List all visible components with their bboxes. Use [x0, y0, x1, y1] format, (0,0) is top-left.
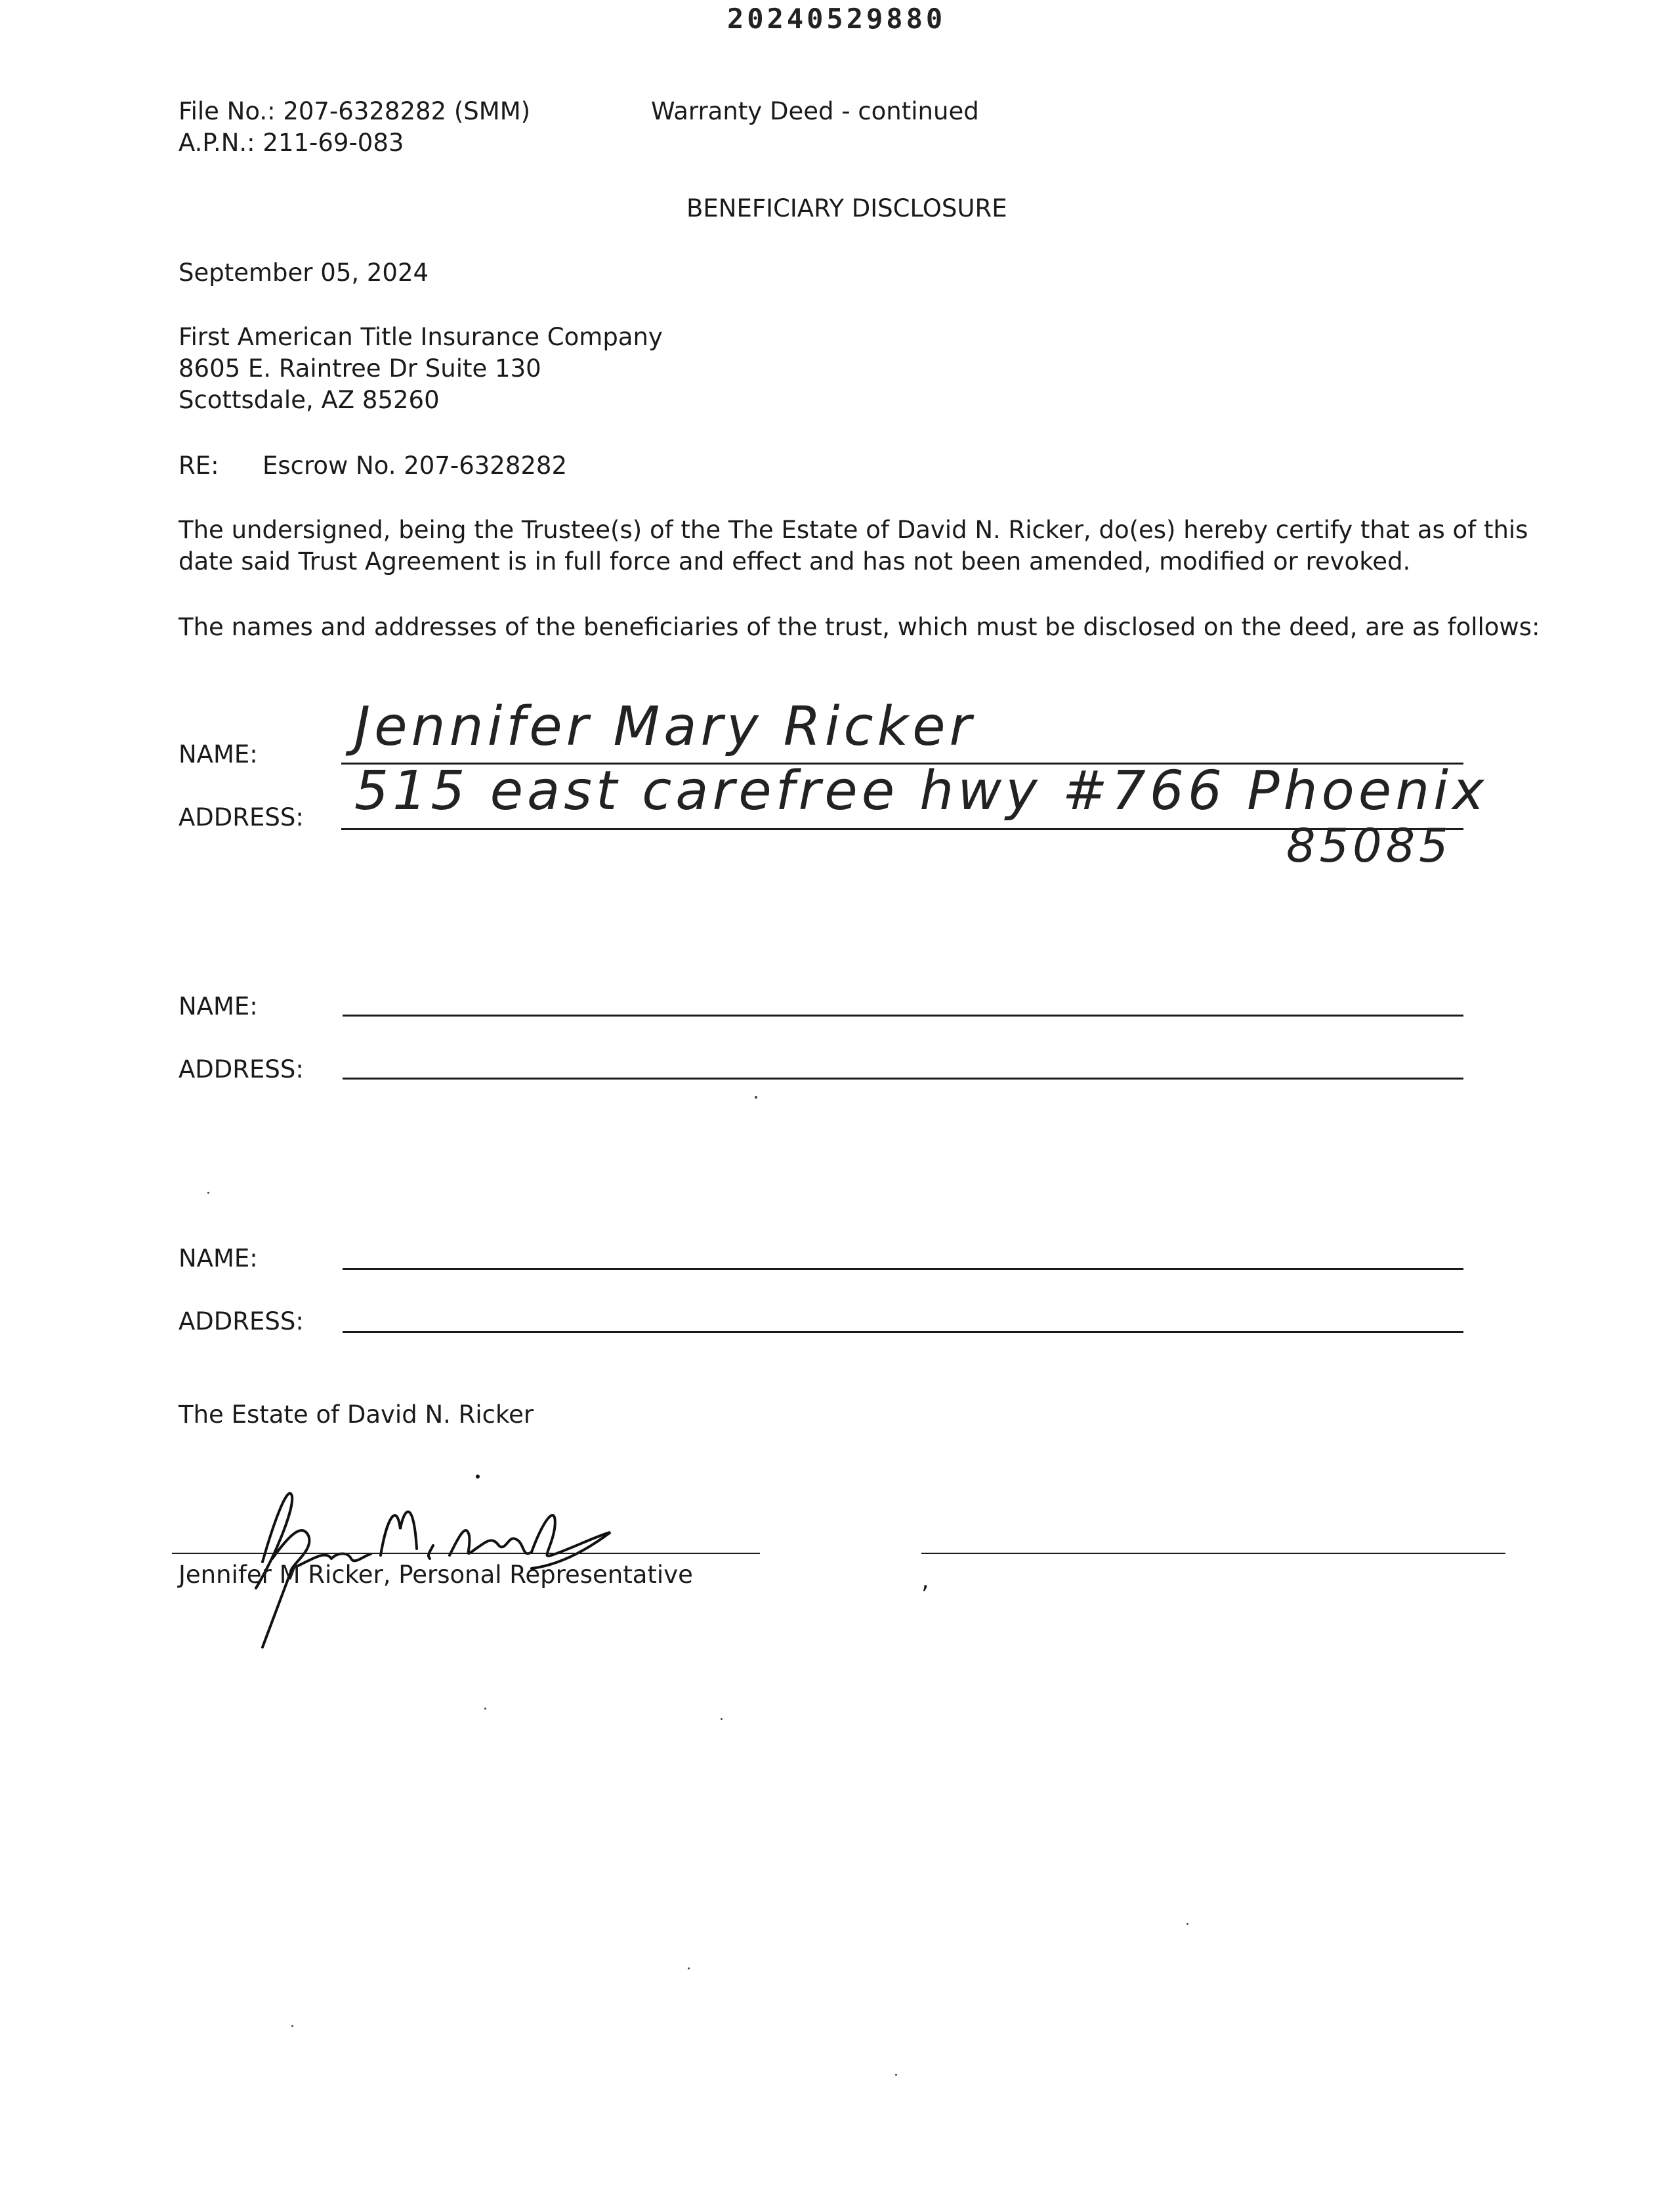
scan-speck: [895, 2074, 897, 2076]
beneficiary-2-address-label: ADDRESS:: [178, 1055, 304, 1083]
recording-number: 20240529880: [727, 3, 946, 35]
beneficiary-1-name-label: NAME:: [178, 740, 258, 768]
apn-number: A.P.N.: 211-69-083: [178, 129, 404, 157]
handwritten-signature: [217, 1437, 715, 1660]
certification-paragraph-line1: The undersigned, being the Trustee(s) of the The Estate of David N. Ricker, do(es) hereby certify that as of this: [178, 516, 1528, 544]
scan-speck: [688, 1967, 690, 1969]
estate-name: The Estate of David N. Ricker: [178, 1400, 534, 1429]
signature-line-primary: [172, 1553, 760, 1554]
document-date: September 05, 2024: [178, 259, 429, 287]
scan-speck: [484, 1708, 486, 1710]
beneficiary-2-address-line: [343, 1078, 1463, 1080]
addressee-company: First American Title Insurance Company: [178, 323, 663, 351]
addressee-city: Scottsdale, AZ 85260: [178, 386, 440, 414]
signer-caption: Jennifer M Ricker, Personal Representative: [178, 1561, 693, 1589]
scan-speck: [1186, 1923, 1188, 1925]
section-title: BENEFICIARY DISCLOSURE: [686, 194, 1007, 222]
beneficiary-3-address-line: [343, 1331, 1463, 1333]
beneficiary-1-zip-handwritten: 85085: [1286, 819, 1452, 873]
beneficiary-intro-paragraph: The names and addresses of the beneficiaries of the trust, which must be disclosed on the deed, are as follows:: [178, 613, 1540, 641]
addressee-street: 8605 E. Raintree Dr Suite 130: [178, 354, 541, 383]
beneficiary-1-address-label: ADDRESS:: [178, 803, 304, 831]
beneficiary-2-name-line: [343, 1015, 1463, 1017]
beneficiary-1-address-handwritten: 515 east carefree hwy #766 Phoenix: [354, 760, 1488, 822]
beneficiary-3-address-label: ADDRESS:: [178, 1307, 304, 1335]
beneficiary-1-name-handwritten: Jennifer Mary Ricker: [354, 696, 976, 758]
document-title: Warranty Deed - continued: [651, 97, 979, 125]
secondary-signer-comma: ,: [921, 1566, 929, 1594]
escrow-number: Escrow No. 207-6328282: [262, 452, 567, 480]
re-label: RE:: [178, 452, 219, 480]
certification-paragraph-line2: date said Trust Agreement is in full force and effect and has not been amended, modified or revoked.: [178, 547, 1411, 576]
scan-speck: [721, 1718, 723, 1720]
file-number: File No.: 207-6328282 (SMM): [178, 97, 531, 125]
signature-line-secondary: [921, 1553, 1505, 1554]
scan-speck: [755, 1096, 757, 1099]
scan-speck: [291, 2025, 293, 2027]
beneficiary-3-name-label: NAME:: [178, 1244, 258, 1272]
beneficiary-3-name-line: [343, 1268, 1463, 1270]
beneficiary-2-name-label: NAME:: [178, 992, 258, 1020]
scan-speck: [207, 1192, 209, 1194]
